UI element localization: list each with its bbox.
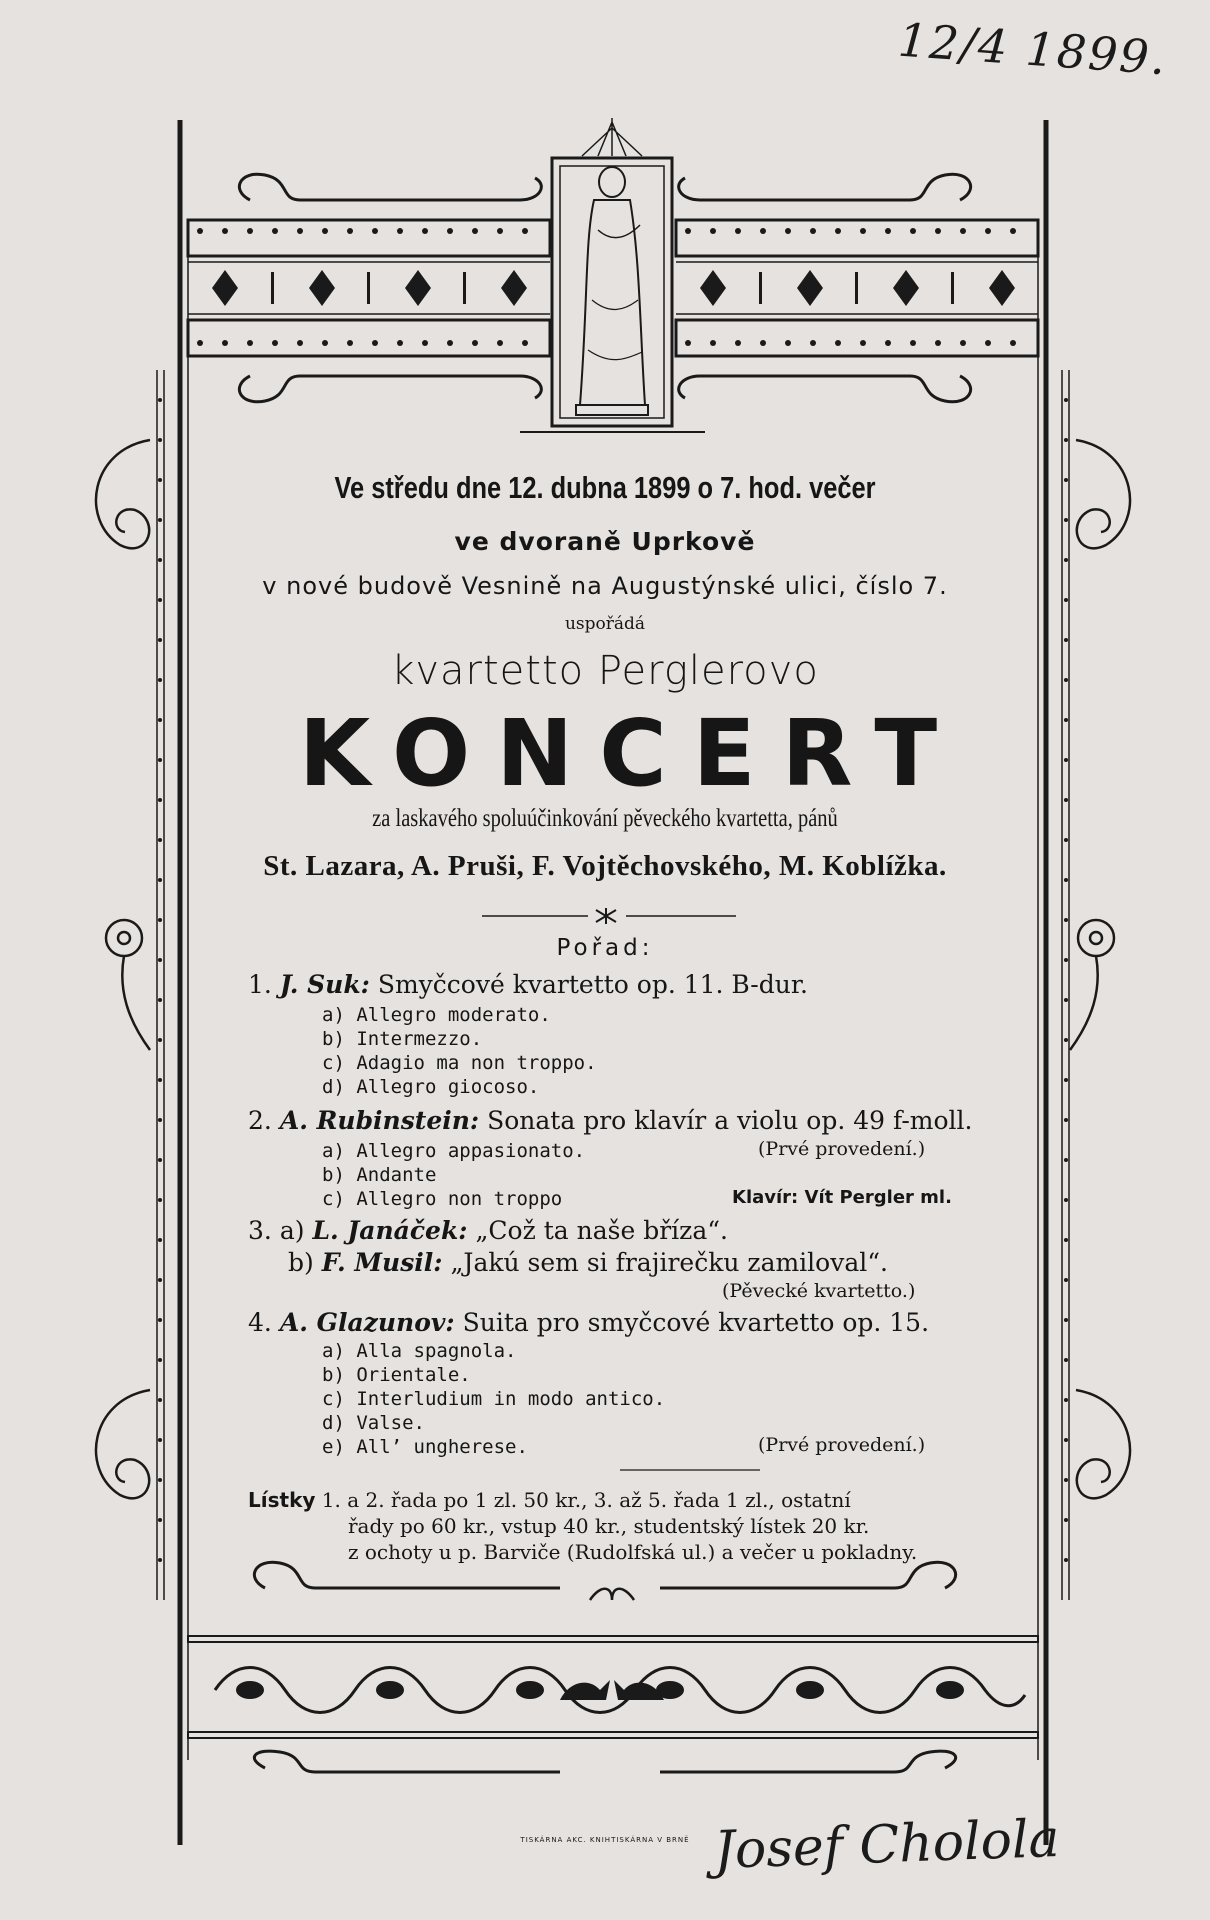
program-item-3a (248, 1216, 988, 1245)
ensemble-name: kvartetto Perglerovo (391, 648, 819, 694)
work-title: „Což ta naše bříza“. (475, 1216, 728, 1245)
movement: b) Intermezzo. (322, 1028, 483, 1050)
program-item-2 (248, 1106, 988, 1135)
tickets-label: Lístky (248, 1488, 316, 1512)
cooperation-line: za laskavého spoluúčinkování pěveckého kvartetta, pánů (372, 805, 838, 832)
tickets-line-3: z ochoty u p. Barviče (Rudolfská ul.) a večer u pokladny. (348, 1540, 918, 1564)
address-line: v nové budově Vesnině na Augustýnské ulici, číslo 7. (262, 572, 948, 600)
composer: L. Janáček: (312, 1216, 468, 1245)
date-line: Ve středu dne 12. dubna 1899 o 7. hod. večer (334, 470, 876, 505)
work-title: „Jakú sem si frajirečku zamiloval“. (450, 1248, 888, 1277)
item-number: 2. (248, 1106, 272, 1135)
movement: c) Allegro non troppo (322, 1188, 563, 1210)
item-number: 3. (248, 1216, 272, 1245)
premiere-note: (Prvé provedení.) (758, 1138, 926, 1160)
item-number: 4. (248, 1308, 272, 1337)
composer: A. Rubinstein: (279, 1106, 480, 1135)
quartet-note: (Pěvecké kvartetto.) (722, 1280, 916, 1302)
composer: F. Musil: (321, 1248, 443, 1277)
movement: d) Allegro giocoso. (322, 1076, 540, 1098)
venue-line: ve dvoraně Uprkově (454, 527, 756, 556)
item-number: 1. (248, 970, 272, 999)
part-label: b) (288, 1248, 314, 1277)
movement: e) All’ ungherese. (322, 1436, 528, 1458)
composer: J. Suk: (279, 970, 370, 999)
tickets-line-1: 1. a 2. řada po 1 zl. 50 kr., 3. až 5. řada 1 zl., ostatní (321, 1488, 851, 1512)
premiere-note: (Prvé provedení.) (758, 1434, 926, 1456)
program-item-3b (288, 1248, 1028, 1277)
movement: b) Orientale. (322, 1364, 471, 1386)
work-title: Smyčcové kvartetto op. 11. B-dur. (377, 970, 808, 999)
part-label: a) (279, 1216, 305, 1245)
composer: A. Glazunov: (279, 1308, 455, 1337)
work-title: Suita pro smyčcové kvartetto op. 15. (462, 1308, 930, 1337)
program-heading: Pořad: (556, 935, 654, 961)
movement: d) Valse. (322, 1412, 425, 1434)
movement: b) Andante (322, 1164, 437, 1186)
piano-note: Klavír: Vít Pergler ml. (732, 1187, 952, 1208)
ticket-info (248, 1487, 978, 1565)
signature: Josef Cholola (713, 1808, 1061, 1882)
movement: a) Alla spagnola. (322, 1340, 517, 1362)
movement: a) Allegro appasionato. (322, 1140, 586, 1162)
movement: c) Adagio ma non troppo. (322, 1052, 597, 1074)
page-title: KONCERT (298, 700, 964, 807)
printer-imprint: TISKÁRNA AKC. KNIHTISKÁRNA V BRNĚ (520, 1836, 690, 1844)
tickets-line-2: řady po 60 kr., vstup 40 kr., studentský lístek 20 kr. (348, 1514, 870, 1538)
work-title: Sonata pro klavír a violu op. 49 f-moll. (487, 1106, 973, 1135)
program-item-1 (248, 970, 988, 999)
movement: a) Allegro moderato. (322, 1004, 551, 1026)
program-item-4 (248, 1308, 988, 1337)
movement: c) Interludium in modo antico. (322, 1388, 666, 1410)
handwritten-date: 12/4 1899. (896, 12, 1170, 86)
organizes-line: uspořádá (564, 614, 646, 634)
performers-line: St. Lazara, A. Pruši, F. Vojtěchovského, M. Koblížka. (263, 850, 947, 882)
